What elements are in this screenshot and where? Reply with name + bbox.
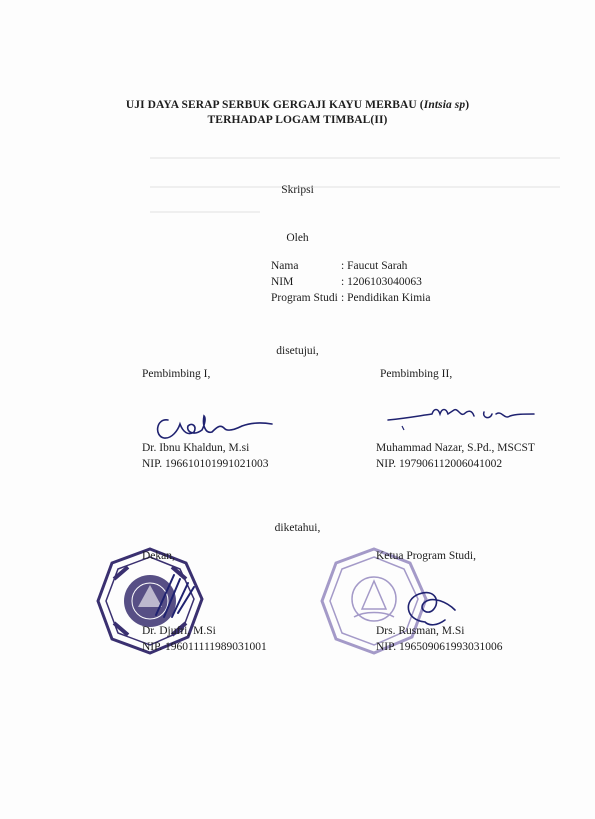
- info-key: Program Studi: [271, 292, 338, 304]
- info-key: NIM: [271, 276, 294, 288]
- head-name: Drs. Rusman, M.Si: [376, 625, 465, 637]
- supervisor2-name: Muhammad Nazar, S.Pd., MSCST: [376, 442, 535, 454]
- head-nip: NIP. 196509061993031006: [376, 641, 503, 653]
- document-type: Skripsi: [281, 184, 314, 196]
- head-signature: [395, 580, 465, 630]
- supervisor1-nip: NIP. 196610101991021003: [142, 458, 269, 470]
- by-label: Oleh: [286, 232, 309, 244]
- supervisor1-name: Dr. Ibnu Khaldun, M.si: [142, 442, 250, 454]
- supervisor2-signature: [378, 404, 538, 434]
- dean-role: Dekan,: [142, 550, 175, 562]
- supervisor1-role: Pembimbing I,: [142, 368, 211, 380]
- info-value: : 1206103040063: [341, 276, 422, 288]
- thesis-title-line2: TERHADAP LOGAM TIMBAL(II): [207, 114, 388, 126]
- approved-label: disetujui,: [276, 345, 319, 357]
- info-value: : Pendidikan Kimia: [341, 292, 431, 304]
- supervisor2-role: Pembimbing II,: [380, 368, 453, 380]
- author-program-row: [271, 292, 430, 304]
- bleed-through-line: [150, 211, 260, 213]
- supervisor2-nip: NIP. 197906112006041002: [376, 458, 503, 470]
- author-name-row: [271, 260, 407, 272]
- thesis-title-line1: UJI DAYA SERAP SERBUK GERGAJI KAYU MERBAU (Intsia sp): [125, 99, 470, 111]
- dean-nip: NIP. 196011111989031001: [142, 641, 267, 653]
- species-name: Intsia sp: [423, 99, 466, 111]
- dean-signature: [150, 565, 200, 625]
- author-nim-row: [271, 276, 422, 288]
- acknowledged-label: diketahui,: [274, 522, 321, 534]
- bleed-through-line: [150, 157, 560, 159]
- head-role: Ketua Program Studi,: [376, 550, 476, 562]
- info-key: Nama: [271, 260, 299, 272]
- dean-name: Dr. Djufri, M.Si: [142, 625, 216, 637]
- supervisor1-signature: [150, 408, 280, 443]
- info-value: : Faucut Sarah: [341, 260, 408, 272]
